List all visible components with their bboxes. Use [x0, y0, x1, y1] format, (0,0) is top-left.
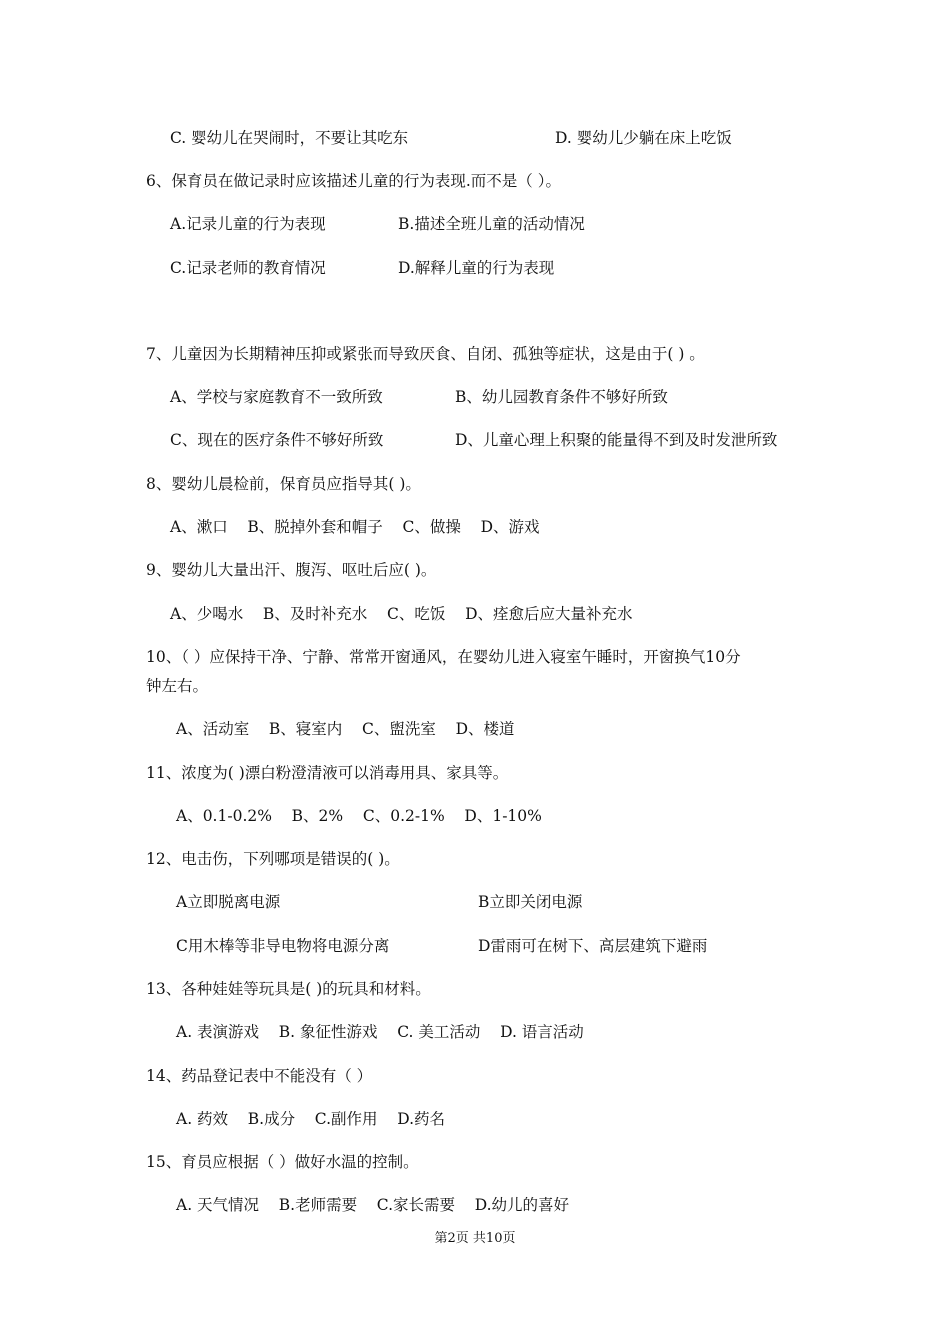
q14-options: A. 药效 B.成分 C.副作用 D.药名	[176, 1110, 446, 1128]
q12-option-d: D雷雨可在树下、高层建筑下避雨	[478, 937, 708, 955]
q13-options: A. 表演游戏 B. 象征性游戏 C. 美工活动 D. 语言活动	[176, 1023, 584, 1041]
q8-options: A、漱口 B、脱掉外套和帽子 C、做操 D、游戏	[170, 518, 540, 536]
question-12: 12、电击伤，下列哪项是错误的( )。	[146, 850, 400, 868]
question-6: 6、保育员在做记录时应该描述儿童的行为表现.而不是（ ）。	[146, 172, 561, 190]
q6-option-a: A.记录儿童的行为表现	[170, 215, 326, 233]
question-10-line-2: 钟左右。	[146, 677, 209, 695]
q12-option-a: A立即脱离电源	[176, 893, 281, 911]
q7-option-a: A、学校与家庭教育不一致所致	[170, 388, 383, 406]
question-8: 8、婴幼儿晨检前，保育员应指导其( )。	[146, 475, 421, 493]
q6-option-c: C.记录老师的教育情况	[170, 259, 326, 277]
question-11: 11、浓度为( )漂白粉澄清液可以消毒用具、家具等。	[146, 764, 509, 782]
q5-option-d: D. 婴幼儿少躺在床上吃饭	[555, 129, 732, 147]
q12-option-b: B立即关闭电源	[478, 893, 583, 911]
q10-options: A、活动室 B、寝室内 C、盥洗室 D、楼道	[176, 720, 515, 738]
q5-option-c: C. 婴幼儿在哭闹时，不要让其吃东	[170, 129, 409, 147]
question-7: 7、儿童因为长期精神压抑或紧张而导致厌食、自闭、孤独等症状，这是由于( ) 。	[146, 345, 705, 363]
question-13: 13、各种娃娃等玩具是( )的玩具和材料。	[146, 980, 431, 998]
question-14: 14、药品登记表中不能没有（ ）	[146, 1067, 373, 1085]
question-15: 15、育员应根据（ ）做好水温的控制。	[146, 1153, 419, 1171]
question-10-line-1: 10、（ ）应保持干净、宁静、常常开窗通风，在婴幼儿进入寝室午睡时，开窗换气10分	[146, 648, 741, 666]
q6-option-b: B.描述全班儿童的活动情况	[398, 215, 585, 233]
q7-option-b: B、幼儿园教育条件不够好所致	[455, 388, 668, 406]
question-9: 9、婴幼儿大量出汗、腹泻、呕吐后应( )。	[146, 561, 437, 579]
q7-option-c: C、现在的医疗条件不够好所致	[170, 431, 384, 449]
q7-option-d: D、儿童心理上积聚的能量得不到及时发泄所致	[455, 431, 778, 449]
page-footer: 第2页 共10页	[434, 1231, 516, 1246]
q11-options: A、0.1-0.2% B、2% C、0.2-1% D、1-10%	[176, 807, 542, 825]
q15-options: A. 天气情况 B.老师需要 C.家长需要 D.幼儿的喜好	[176, 1196, 570, 1214]
q9-options: A、少喝水 B、及时补充水 C、吃饭 D、痊愈后应大量补充水	[170, 605, 633, 623]
q12-option-c: C用木棒等非导电物将电源分离	[176, 937, 390, 955]
q6-option-d: D.解释儿童的行为表现	[398, 259, 555, 277]
